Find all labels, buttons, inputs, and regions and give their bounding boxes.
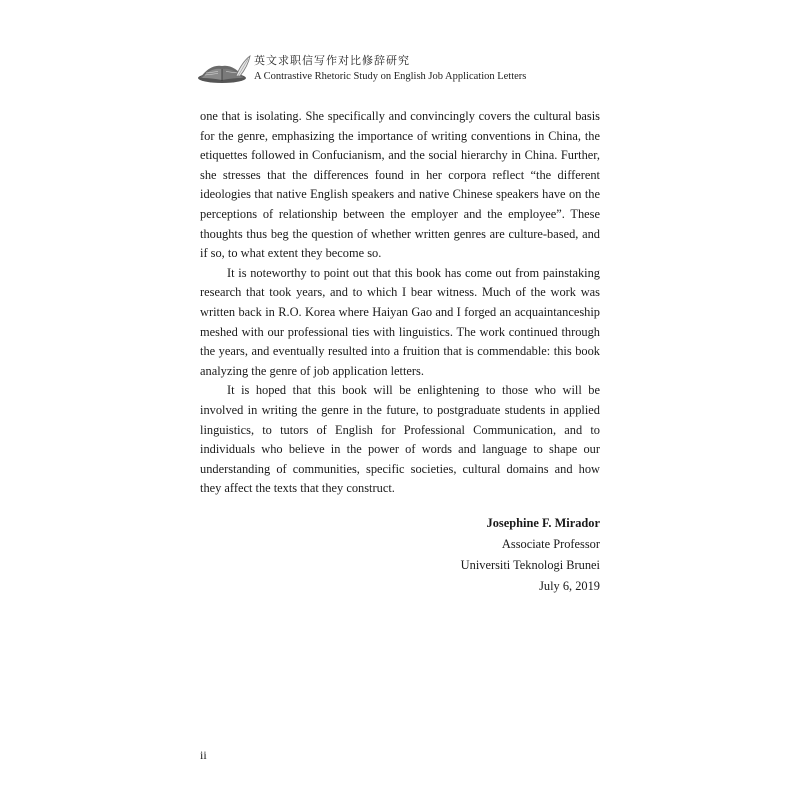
header-title-chinese: 英文求职信写作对比修辞研究: [254, 54, 410, 67]
running-header: [198, 52, 618, 88]
signature-position: Associate Professor: [501, 537, 600, 551]
paragraph-2: It is noteworthy to point out that this book has come out from painstaking research that took years, and to which I bear witness. Much of the work was written back in R.O. Korea where Haiyan Gao and I forged an acquaintanceship meshed with our professional ties with linguistics. The work continued through the years, and eventually resulted into a fruition that is commendable: this book analyzing the genre of job application letters.: [200, 265, 600, 378]
paragraph-1: one that is isolating. She specifically and convincingly covers the cultural basis for the genre, emphasizing the importance of writing conventions in China, the etiquettes followed in Confucianism, and the social hierarchy in China. Further, she stresses that the differences found in her corpora reflect “the different ideologies that native English speakers and native Chinese speakers have on the perceptions of relationship between the employer and the employee”. These thoughts thus beg the question of whether written genres are culture-based, and if so, to what extent they become so.: [200, 109, 600, 261]
paragraph-3: It is hoped that this book will be enlightening to those who will be involved in writing the genre in the future, to postgraduate students in applied linguistics, to tutors of English for Professional Communication, and to individuals who believe in the power of words and language to shape our understanding of communities, specific societies, cultural domains and how they affect the texts that they construct.: [200, 383, 600, 496]
signature-block: [461, 513, 600, 597]
page-number: ii: [200, 748, 207, 762]
signature-institution: Universiti Teknologi Brunei: [460, 558, 600, 572]
book-quill-icon: [198, 52, 256, 86]
signature-date: July 6, 2019: [539, 579, 600, 593]
signature-name: Josephine F. Mirador: [486, 516, 600, 530]
header-title-english: A Contrastive Rhetoric Study on English Job Application Letters: [254, 71, 527, 82]
body-text: [200, 107, 600, 499]
